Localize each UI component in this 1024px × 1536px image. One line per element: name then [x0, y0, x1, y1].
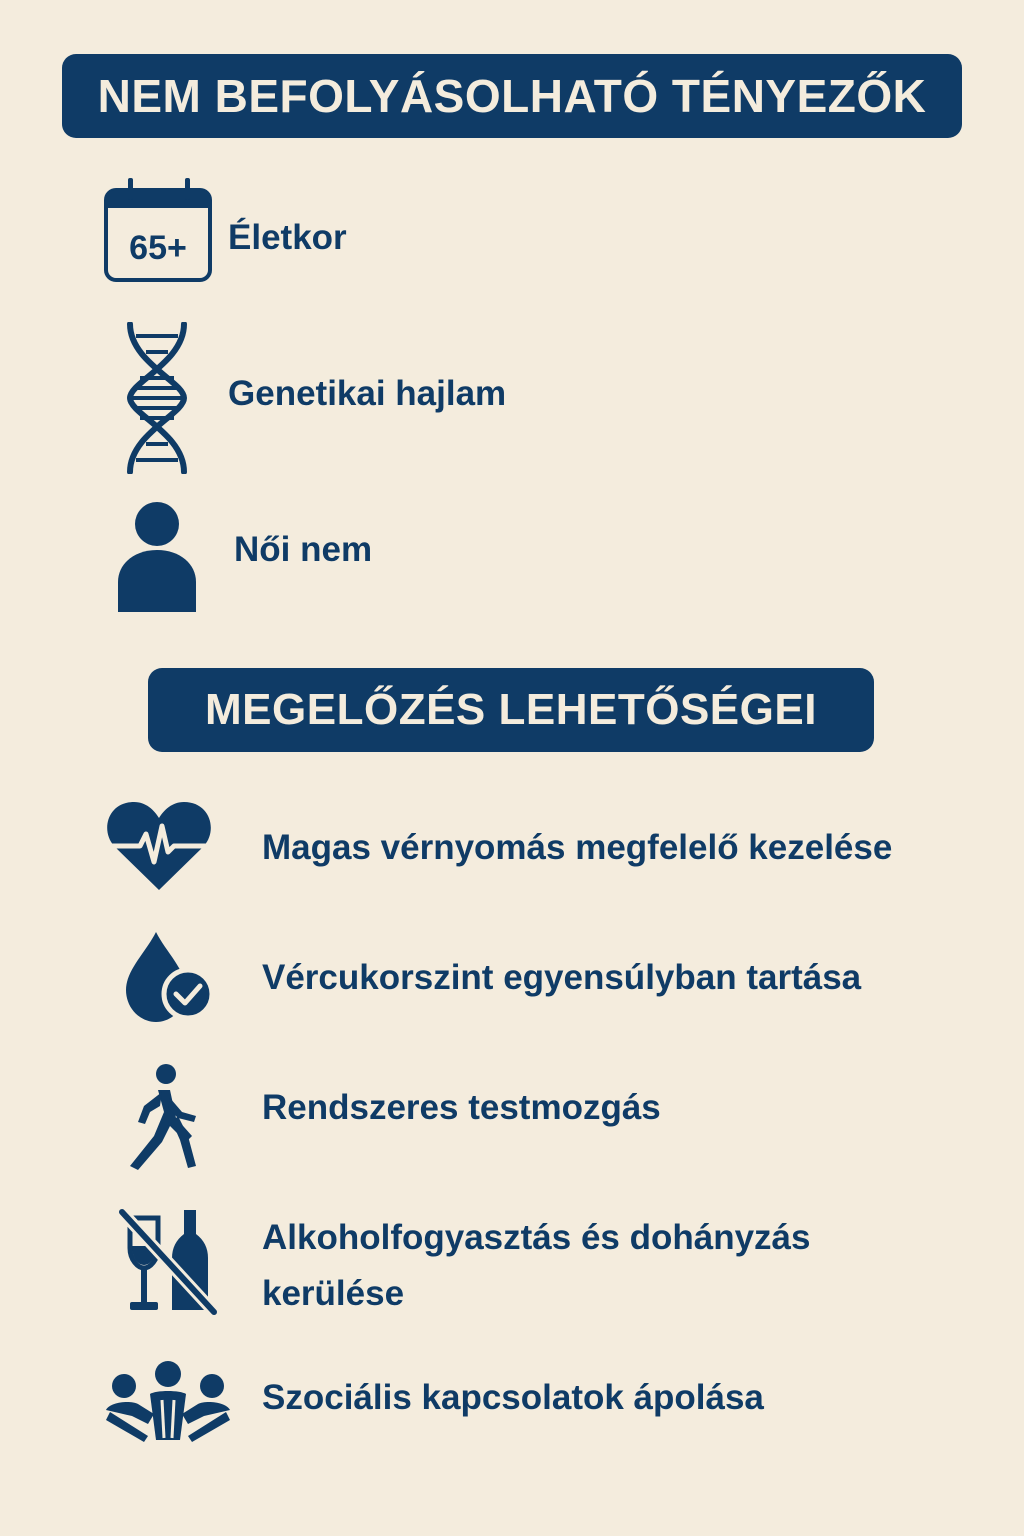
prevention-blood-pressure-label: Magas vérnyomás megfelelő kezelése — [262, 828, 893, 867]
blood-drop-check-icon — [124, 930, 214, 1024]
factor-genetic-label: Genetikai hajlam — [228, 374, 507, 413]
prevention-blood-sugar-label: Vércukorszint egyensúlyban tartása — [262, 958, 862, 997]
calendar-icon-text: 65+ — [129, 229, 187, 267]
heart-pulse-icon — [106, 800, 212, 892]
section-title-non-modifiable: NEM BEFOLYÁSOLHATÓ TÉNYEZŐK — [62, 54, 962, 138]
walking-person-icon — [124, 1062, 202, 1172]
prevention-alcohol-smoking-label: Alkoholfogyasztás és dohányzás kerülése — [262, 1218, 811, 1313]
prevention-exercise-label: Rendszeres testmozgás — [262, 1088, 661, 1127]
person-icon — [116, 502, 198, 614]
dna-icon — [126, 322, 188, 474]
factor-female-label: Női nem — [234, 530, 373, 569]
calendar-65-icon — [104, 178, 214, 284]
prevention-social-label: Szociális kapcsolatok ápolása — [262, 1378, 764, 1417]
no-alcohol-icon — [118, 1208, 218, 1316]
factor-age-label: Életkor — [228, 218, 347, 257]
section-title-prevention: MEGELŐZÉS LEHETŐSÉGEI — [148, 668, 874, 752]
community-icon — [104, 1360, 232, 1442]
